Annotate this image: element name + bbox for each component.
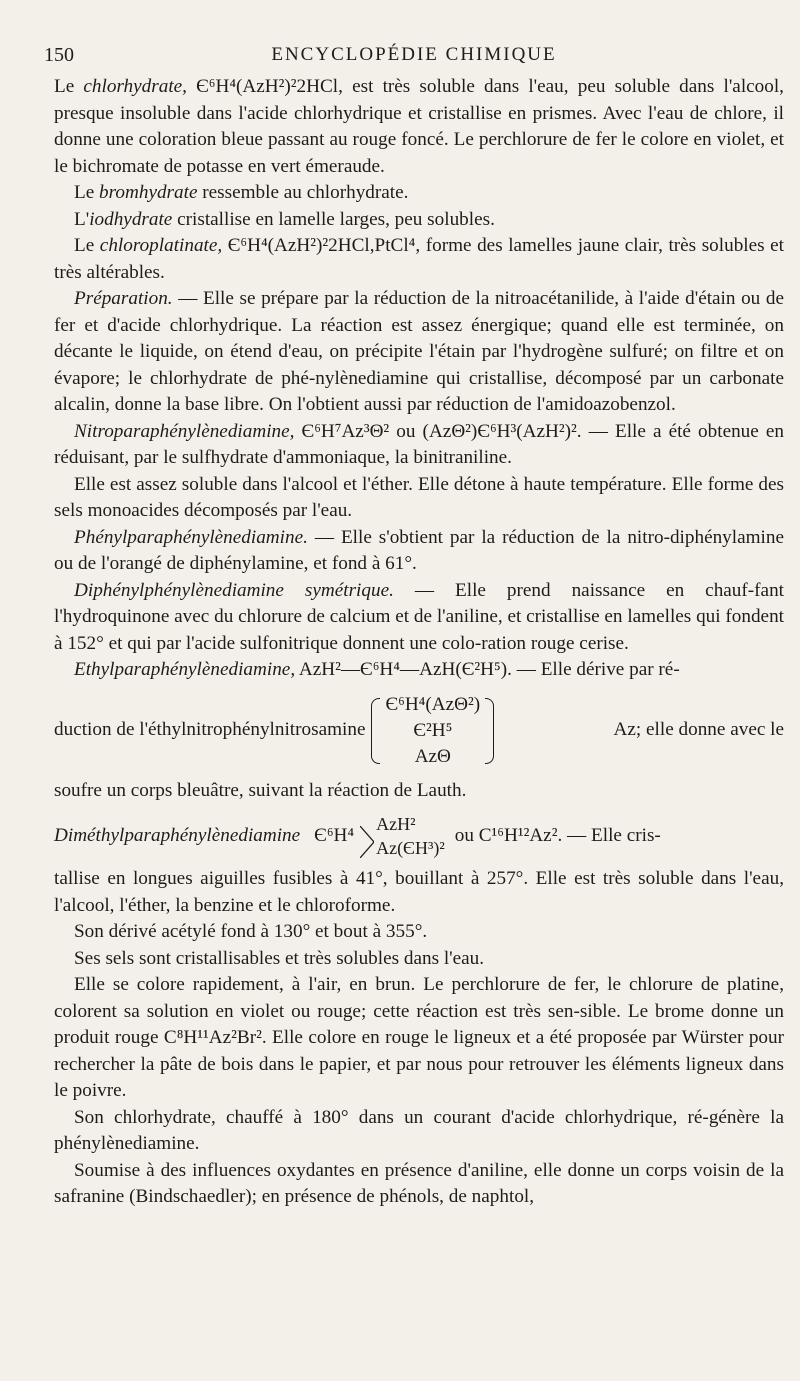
formula: Є⁶H⁷Az³Θ² ou (AzΘ²)Є⁶H³(AzH²)². [294,420,582,442]
paragraph-regeneration: Son chlorhydrate, chauffé à 180° dans un courant d'acide chlorhydrique, ré-génère la phénylènediamine. [54,1106,784,1154]
paragraph-phenylparaphenylenediamine: Phénylparaphénylènediamine. — Elle s'obtient par la réduction de la nitro-diphénylamine ou de l'orangé de diphénylamine, et fond à 61°. [54,526,784,574]
paragraph-solubility: Elle est assez soluble dans l'alcool et l'éther. Elle détone à haute température. Elle forme des sels monoacides décomposés par l'eau. [54,473,784,521]
formula-rest: ou C¹⁶H¹²Az². — Elle cris- [454,824,661,846]
paragraph-diphenylphenylenediamine: Diphénylphénylènediamine symétrique. — Elle prend naissance en chauf-fant l'hydroquinone avec du chlorure de calcium et de l'aniline, et cristallise en lamelles qui fondent à 152° et qui par l'acide sulfonitrique donnent une colo-ration rouge cerise. [54,579,785,654]
paragraph-lauth: soufre un corps bleuâtre, suivant la réaction de Lauth. [54,779,467,801]
paragraph-iodhydrate: L'iodhydrate cristallise en lamelle larges, peu solubles. [74,208,495,230]
paragraph-ethylparaphenylenediamine: Ethylparaphénylènediamine, AzH²—Є⁶H⁴—AzH(Є²H⁵). — Elle dérive par ré- [74,659,680,680]
paragraph-chlorhydrate: Le chlorhydrate, Є⁶H⁴(AzH²)²2HCl, est très soluble dans l'eau, peu soluble dans l'alcool, presque insoluble dans l'acide chlorhydrique et cristallise en prismes. Avec l'eau de chlore, il donne une coloration bleue passant au rouge foncé. Le perchlorure de fer le colore en violet, et le bichromate de potasse en vert émeraude. [54,76,784,177]
paragraph-acetyl: Son dérivé acétylé fond à 130° et bout à 355°. [74,921,428,942]
formula: Є⁶H⁴(AzH²)²2HCl, [186,76,343,97]
formula: Є⁶H⁴(AzH²)²2HCl,PtCl⁴, [222,235,421,256]
paragraph-chloroplatinate: Le chloroplatinate, Є⁶H⁴(AzH²)²2HCl,PtCl⁴, forme des lamelles jaune clair, très solubles et très altérables. [54,235,784,283]
paragraph-bromhydrate: Le bromhydrate ressemble au chlorhydrate. [74,182,409,203]
paragraph-salts: Ses sels sont cristallisables et très solubles dans l'eau. [74,947,485,969]
page-header [44,44,784,70]
formula: Є⁶H⁴ [314,824,355,846]
brace-formula [371,692,494,770]
brace-line: AzΘ [414,745,451,767]
branch-formula [358,812,445,860]
formula-tail-text: Az; elle donne avec le [613,719,784,741]
branch-line: AzH² [376,814,416,834]
brace-line: Є²H⁵ [413,719,453,741]
page-number: 150 [44,44,74,66]
compound-name: Diméthylparaphénylènediamine [54,824,301,846]
formula-lead-text: duction de l'éthylnitrophénylnitrosamine [54,719,366,741]
body-text [54,74,784,1211]
dimethyl-formula-line [54,806,784,866]
paragraph-dimethyl-properties: tallise en longues aiguilles fusibles à 41°, bouillant à 257°. Elle est très soluble dans l'eau, l'alcool, l'éther, la benzine et le chloroforme. [54,868,784,916]
paragraph-preparation: Préparation. — Elle se prépare par la réduction de la nitroacétanilide, à l'aide d'étain ou de fer et d'acide chlorhydrique. La réaction est assez énergique; quand elle est terminée, on décante le liquide, on étend d'eau, on précipite l'étain par l'hydrogène sulfuré; on filtre et on évapore; le chlorhydrate de phé-nylènediamine qui cristallise, décomposé par un carbonate alcalin, donne la base libre. On l'obtient aussi par réduction de l'amidoazobenzol. [54,288,784,415]
paragraph-nitroparaphenylenediamine: Nitroparaphénylènediamine, Є⁶H⁷Az³Θ² ou (AzΘ²)Є⁶H³(AzH²)². — Elle a été obtenue en réduisant, par le sulfhydrate d'ammoniaque, la binitraniline. [54,420,784,468]
braced-formula-block [54,688,784,774]
paragraph-coloration: Elle se colore rapidement, à l'air, en brun. Le perchlorure de fer, le chlorure de platine, colorent sa solution en violet ou rouge; cette réaction est très sen-sible. Le brome donne un produit rouge C⁸H¹¹Az²Br². Elle colore en rouge le ligneux et a été proposée par Würster pour rechercher la pâte de bois dans le papier, et par nous pour retrouver les éléments ligneux dans le poivre. [54,974,784,1101]
formula: AzH²—Є⁶H⁴—AzH(Є²H⁵). [295,659,512,680]
running-title: ENCYCLOPÉDIE CHIMIQUE [271,44,557,65]
brace-line: Є⁶H⁴(AzΘ²) [385,693,481,715]
paragraph-oxidation: Soumise à des influences oxydantes en présence d'aniline, elle donne un corps voisin de la safranine (Bindschaedler); en présence de phénols, de naphtol, [54,1159,784,1207]
branch-line: Az(ЄH³)² [376,838,445,858]
